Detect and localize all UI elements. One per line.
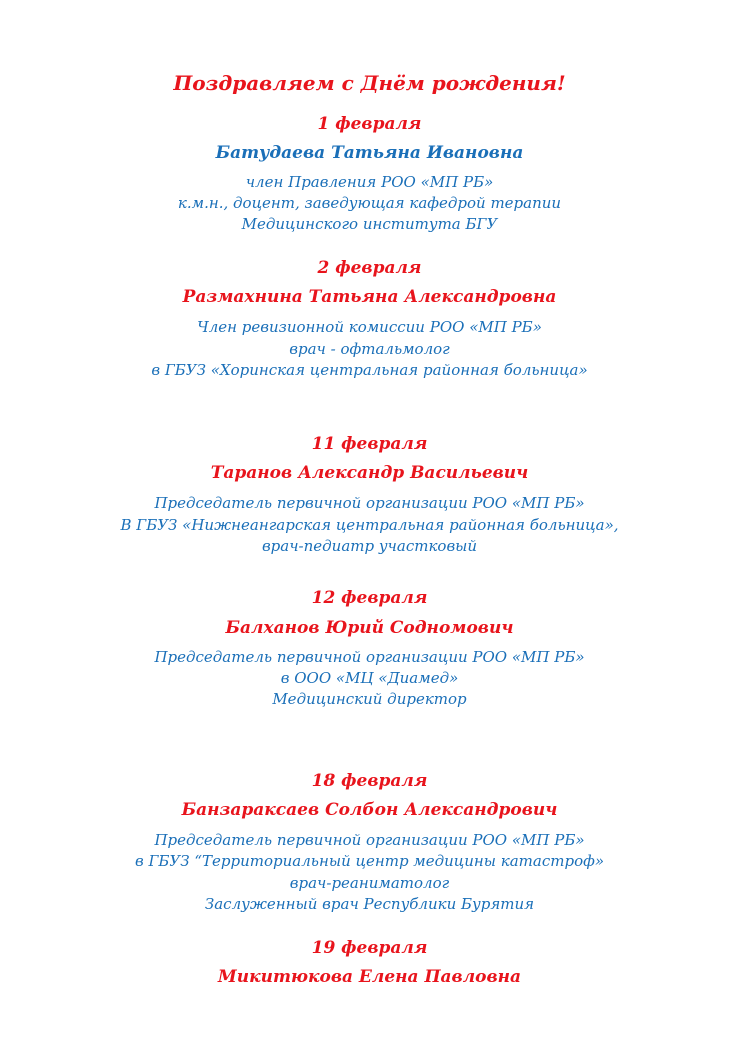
entry-position-line: к.м.н., доцент, заведующая кафедрой терапии: [177, 194, 562, 212]
entry-position-line: Председатель первичной организации РОО «МП РБ»: [154, 831, 585, 849]
entry-position-line: Председатель первичной организации РОО «МП РБ»: [154, 494, 585, 512]
entry-date: 12 февраля: [311, 588, 428, 608]
entry-position-line: Медицинский директор: [272, 690, 467, 708]
entry-name: Микитюкова Елена Павловна: [217, 967, 522, 987]
entry-date: 11 февраля: [311, 434, 428, 454]
entry-position-line: врач - офтальмолог: [289, 340, 450, 358]
page-title: Поздравляем с Днём рождения!: [173, 71, 566, 95]
entry-position-line: в ГБУЗ “Территориальный центр медицины катастроф»: [134, 852, 605, 870]
entry-name: Таранов Александр Васильевич: [210, 463, 529, 483]
entry-position-line: Заслуженный врач Республики Бурятия: [204, 895, 535, 913]
entry-position-line: Член ревизионной комиссии РОО «МП РБ»: [197, 318, 542, 336]
entry-position-line: Председатель первичной организации РОО «МП РБ»: [154, 648, 585, 666]
entry-position-line: в ГБУЗ «Хоринская центральная районная больница»: [151, 361, 588, 379]
entry-position-line: Медицинского института БГУ: [241, 215, 498, 233]
entry-date: 1 февраля: [317, 114, 422, 134]
entry-date: 18 февраля: [311, 771, 428, 791]
entry-name: Банзараксаев Солбон Александрович: [181, 800, 558, 820]
entry-position-line: врач-педиатр участковый: [261, 537, 478, 555]
entry-name: Батудаева Татьяна Ивановна: [215, 143, 524, 163]
entry-date: 2 февраля: [317, 258, 422, 278]
entry-position-line: в ООО «МЦ «Диамед»: [280, 669, 459, 687]
entry-position-line: врач-реаниматолог: [289, 874, 450, 892]
entry-name: Балханов Юрий Содномович: [225, 618, 514, 638]
entry-position-line: В ГБУЗ «Нижнеангарская центральная районная больница»,: [120, 516, 619, 534]
entry-position-line: член Правления РОО «МП РБ»: [245, 173, 494, 191]
entry-name: Размахнина Татьяна Александровна: [182, 287, 557, 307]
entry-date: 19 февраля: [311, 938, 428, 958]
